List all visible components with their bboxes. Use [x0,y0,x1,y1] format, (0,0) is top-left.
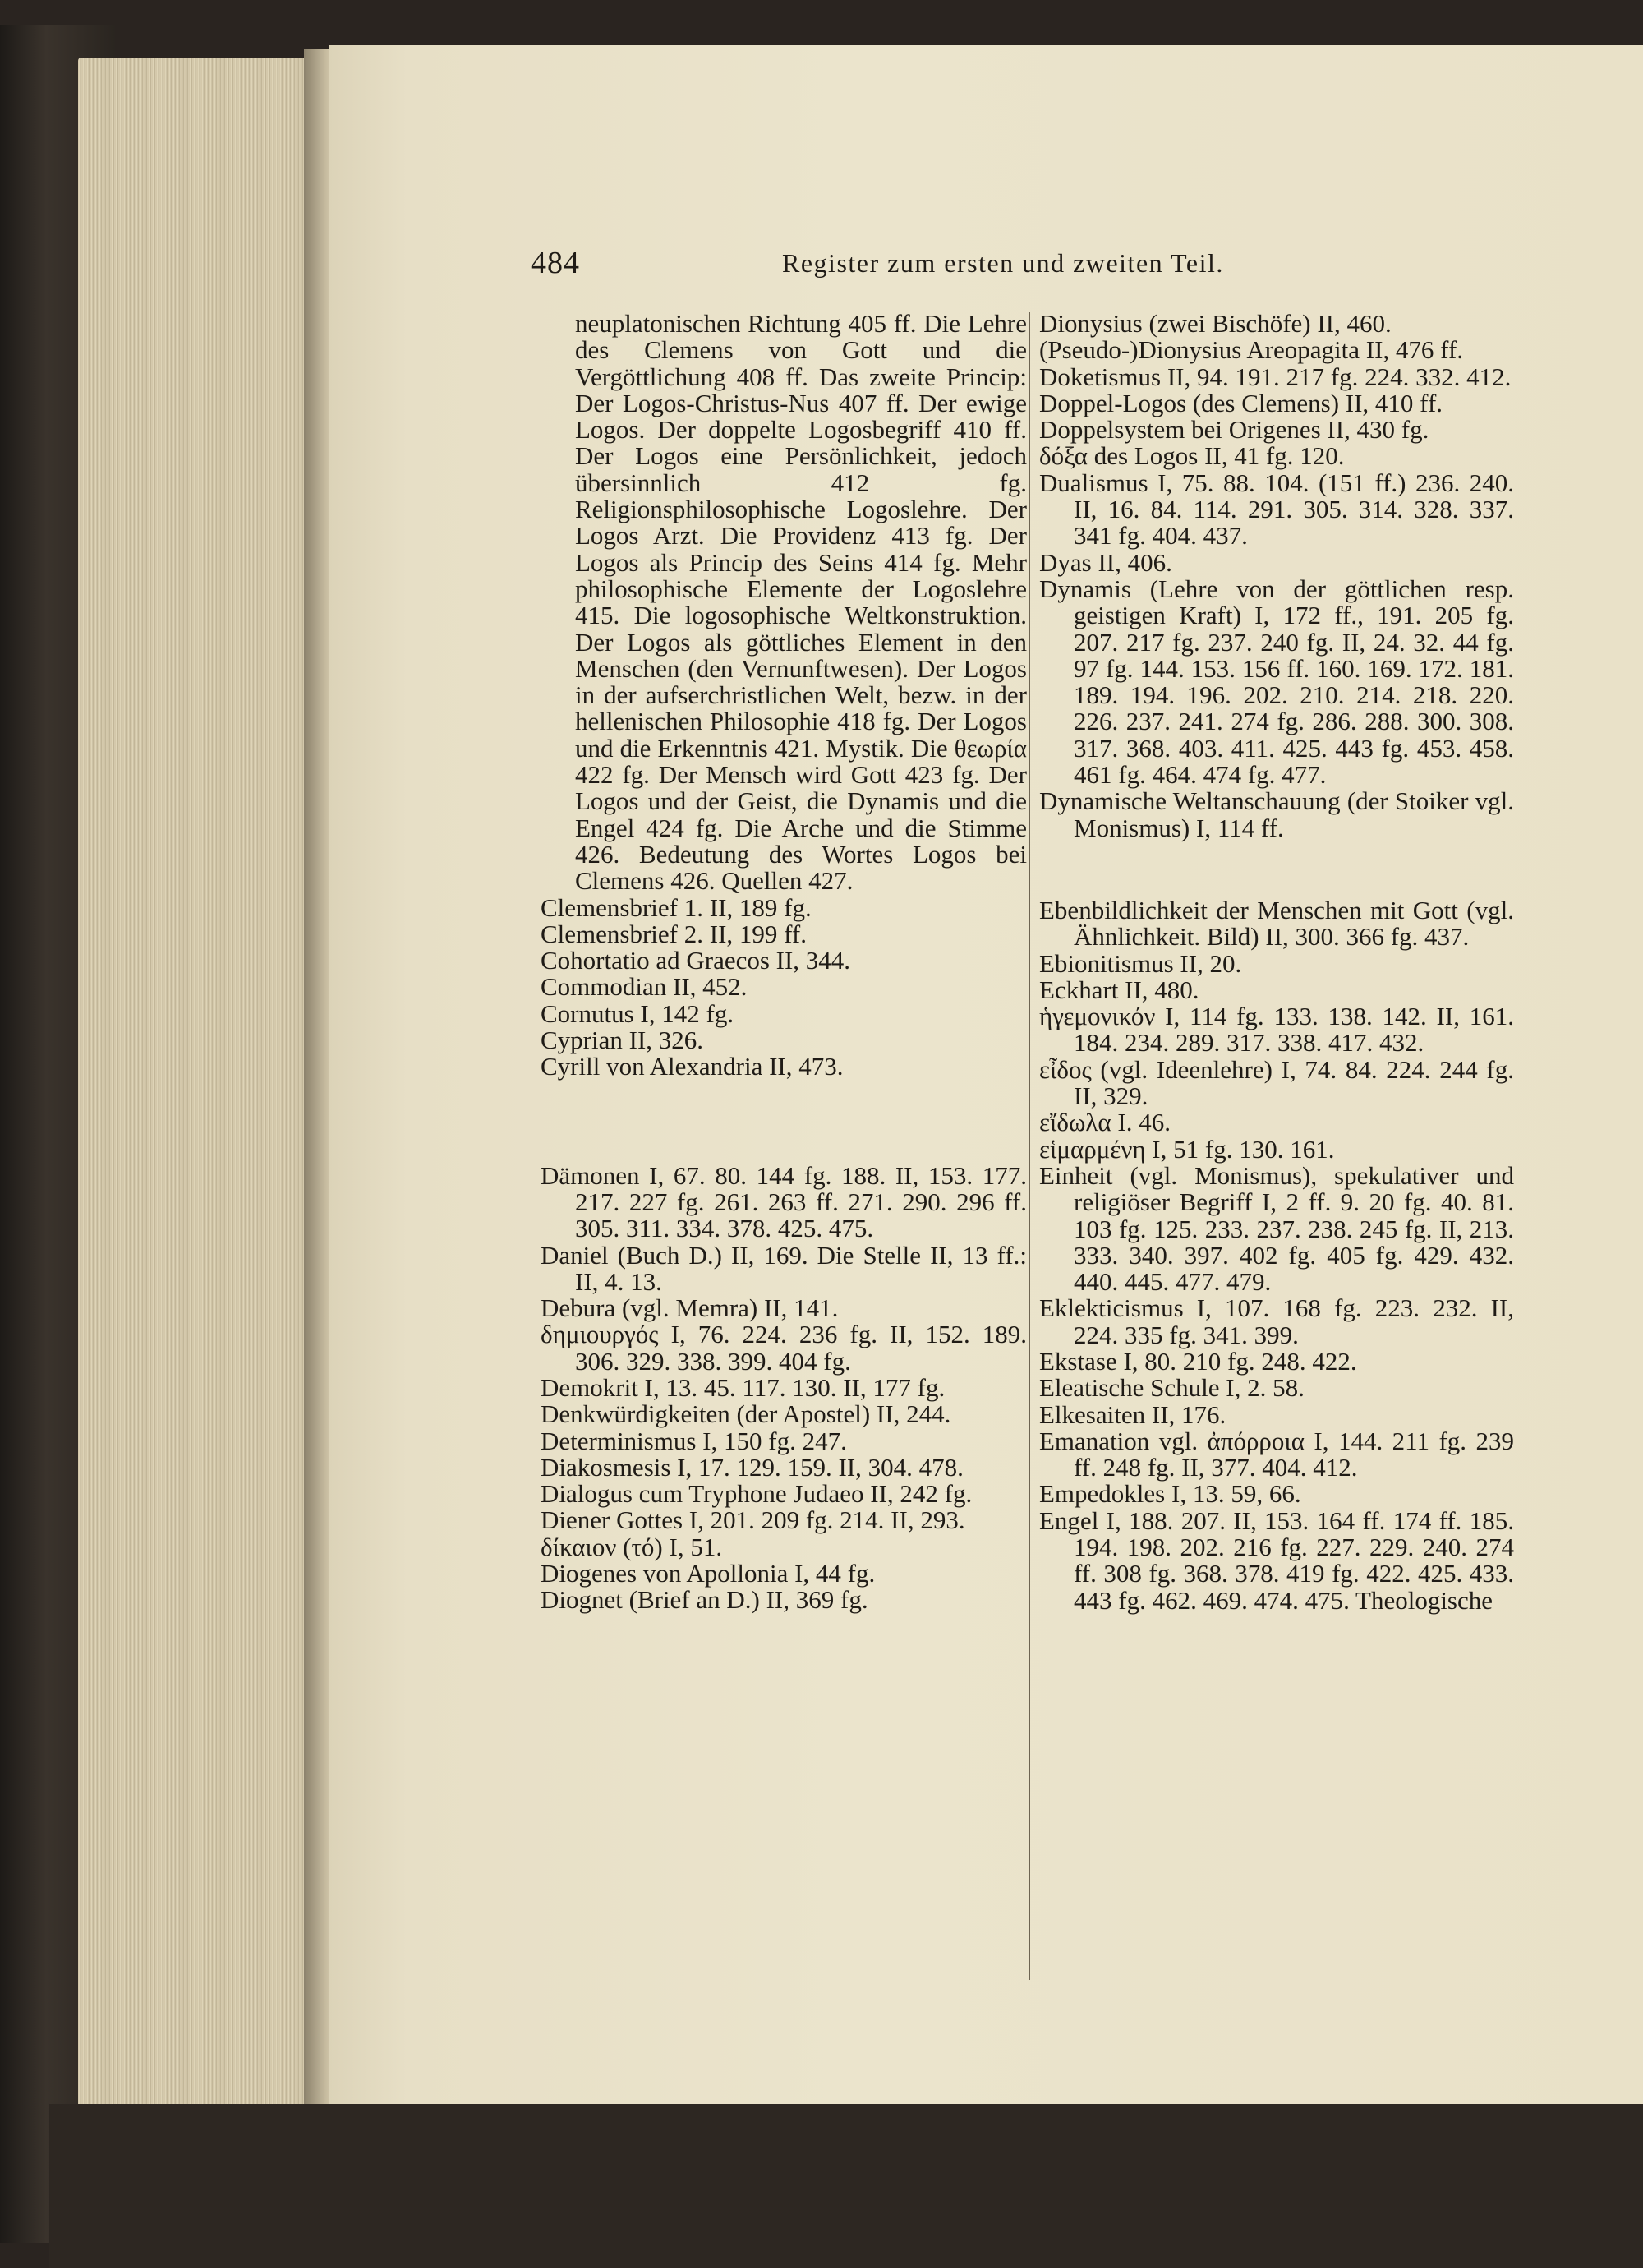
page-edges [78,58,324,2128]
index-column-right [1039,311,1514,1614]
index-entry: Eklekticismus I, 107. 168 fg. 223. 232. II, 224. 335 fg. 341. 399. [1039,1293,1514,1349]
index-entry: Ekstase I, 80. 210 fg. 248. 422. [1039,1346,1357,1376]
index-entry: Dynamische Weltanschauung (der Stoiker vgl. Monismus) I, 114 ff. [1039,786,1514,842]
index-entry: Ebenbildlichkeit der Menschen mit Gott (vgl. Ähnlichkeit. Bild) II, 300. 366 fg. 437. [1039,895,1514,952]
index-entry: Diakosmesis I, 17. 129. 159. II, 304. 478. [541,1452,964,1482]
index-entry: Engel I, 188. 207. II, 153. 164 ff. 174 ff. 185. 194. 198. 202. 216 fg. 227. 229. 240. 274 ff. 308 fg. 368. 378. 419 fg. 422. 425. 433. 443 fg. 462. 469. 474. 475. Theologische [1039,1505,1514,1615]
index-entry: Demokrit I, 13. 45. 117. 130. II, 177 fg. [541,1372,946,1402]
index-column-left [541,311,1027,1614]
index-entry: Debura (vgl. Memra) II, 141. [541,1293,839,1323]
index-entry: Denkwürdigkeiten (der Apostel) II, 244. [541,1399,951,1429]
page-number: 484 [531,246,580,280]
index-entry: Dynamis (Lehre von der göttlichen resp. geistigen Kraft) I, 172 ff., 191. 205 fg. 207. 217 fg. 237. 240 fg. II, 24. 32. 44 fg. 97 fg. 144. 153. 156 ff. 160. 169. 172. 181. 189. 194. 196. 202. 210. 214. 218. 220. 226. 237. 241. 274 fg. 286. 288. 300. 308. 317. 368. 403. 411. 425. 443 fg. 453. 458. 461 fg. 464. 474 fg. 477. [1039,574,1514,790]
index-entry: Cyrill von Alexandria II, 473. [541,1052,844,1081]
index-entry: Dyas II, 406. [1039,547,1172,577]
index-entry: Cohortatio ad Graecos II, 344. [541,946,851,975]
index-entry: neuplatonischen Richtung 405 ff. Die Lehre des Clemens von Gott und die Vergöttlichung 408 ff. Das zweite Princip: Der Logos-Christus-Nus 407 ff. Der ewige Logos. Der doppelte Logosbegriff 410 ff. Der Logos eine Persönlichkeit, jedoch übersinnlich 412 fg. Religionsphilosophische Logoslehre. Der Logos Arzt. Die Providenz 413 fg. Der Logos als Princip des Seins 414 fg. Mehr philosophische Elemente der Logoslehre 415. Die logosophische Weltkonstruktion. Der Logos als göttliches Element in den Menschen (den Vernunftwesen). Der Logos in der aufserchristlichen Welt, bezw. in der hellenischen Philosophie 418 fg. Der Logos und die Erkenntnis 421. Mystik. Die θεωρία 422 fg. Der Mensch wird Gott 423 fg. Der Logos und der Geist, die Dynamis und die Engel 424 fg. Die Arche und die Stimme 426. Bedeutung des Wortes Logos bei Clemens 426. Quellen 427. [575,309,1027,896]
index-entry: δόξα des Logos II, 41 fg. 120. [1039,441,1345,471]
index-entry: εἴδωλα I. 46. [1039,1108,1171,1137]
index-entry: Determinismus I, 150 fg. 247. [541,1426,847,1455]
index-entry: Diognet (Brief an D.) II, 369 fg. [541,1585,868,1615]
page-header [0,245,1643,286]
index-entry: Empedokles I, 13. 59, 66. [1039,1479,1301,1509]
index-entry: Ebionitismus II, 20. [1039,948,1242,978]
index-entry: Commodian II, 452. [541,972,748,1002]
index-entry: ἡγεμονικόν I, 114 fg. 133. 138. 142. II, 161. 184. 234. 289. 317. 338. 417. 432. [1039,1002,1514,1058]
index-entry: Doketismus II, 94. 191. 217 fg. 224. 332. 412. [1039,362,1512,391]
column-divider [1029,312,1030,1980]
index-entry: Doppelsystem bei Origenes II, 430 fg. [1039,415,1429,445]
index-entry: Dämonen I, 67. 80. 144 fg. 188. II, 153. 177. 217. 227 fg. 261. 263 ff. 271. 290. 296 ff. 305. 311. 334. 378. 425. 475. [541,1160,1027,1243]
index-entry: Doppel-Logos (des Clemens) II, 410 ff. [1039,388,1443,417]
index-entry: Daniel (Buch D.) II, 169. Die Stelle II, 13 ff.: II, 4. 13. [541,1240,1027,1296]
index-entry: Clemensbrief 2. II, 199 ff. [541,919,807,948]
index-entry: Cornutus I, 142 fg. [541,998,734,1028]
index-entry: Diogenes von Apollonia I, 44 fg. [541,1559,876,1588]
index-entry: (Pseudo-)Dionysius Areopagita II, 476 ff. [1039,335,1464,365]
index-entry: Dualismus I, 75. 88. 104. (151 ff.) 236. 240. II, 16. 84. 114. 291. 305. 314. 328. 337. 341 fg. 404. 437. [1039,468,1514,551]
index-entry: Einheit (vgl. Monismus), spekulativer und religiöser Begriff I, 2 ff. 9. 20 fg. 40. 81. 103 fg. 125. 233. 237. 238. 245 fg. II, 213. 333. 340. 397. 402 fg. 405 fg. 429. 432. 440. 445. 477. 479. [1039,1160,1514,1297]
running-head: Register zum ersten und zweiten Teil. [782,248,1224,278]
index-entry: εἱμαρμένη I, 51 fg. 130. 161. [1039,1134,1335,1164]
index-entry: Diener Gottes I, 201. 209 fg. 214. II, 293. [541,1505,965,1535]
index-entry: δίκαιον (τό) I, 51. [541,1532,723,1561]
background-below-page [49,2104,1643,2268]
index-entry: Elkesaiten II, 176. [1039,1399,1226,1429]
index-entry: Emanation vgl. ἀπόρροια I, 144. 211 fg. 239 ff. 248 fg. II, 377. 404. 412. [1039,1426,1514,1482]
index-entry: δημιουργός I, 76. 224. 236 fg. II, 152. 189. 306. 329. 338. 399. 404 fg. [541,1320,1027,1376]
index-entry: εἶδος (vgl. Ideenlehre) I, 74. 84. 224. 244 fg. II, 329. [1039,1054,1514,1111]
index-entry: Eleatische Schule I, 2. 58. [1039,1373,1305,1403]
index-entry: Cyprian II, 326. [541,1026,704,1055]
index-entry: Eckhart II, 480. [1039,975,1199,1004]
index-entry: Dialogus cum Tryphone Judaeo II, 242 fg. [541,1479,973,1509]
index-entry: Dionysius (zwei Bischöfe) II, 460. [1039,309,1392,338]
index-entry: Clemensbrief 1. II, 189 fg. [541,892,812,922]
